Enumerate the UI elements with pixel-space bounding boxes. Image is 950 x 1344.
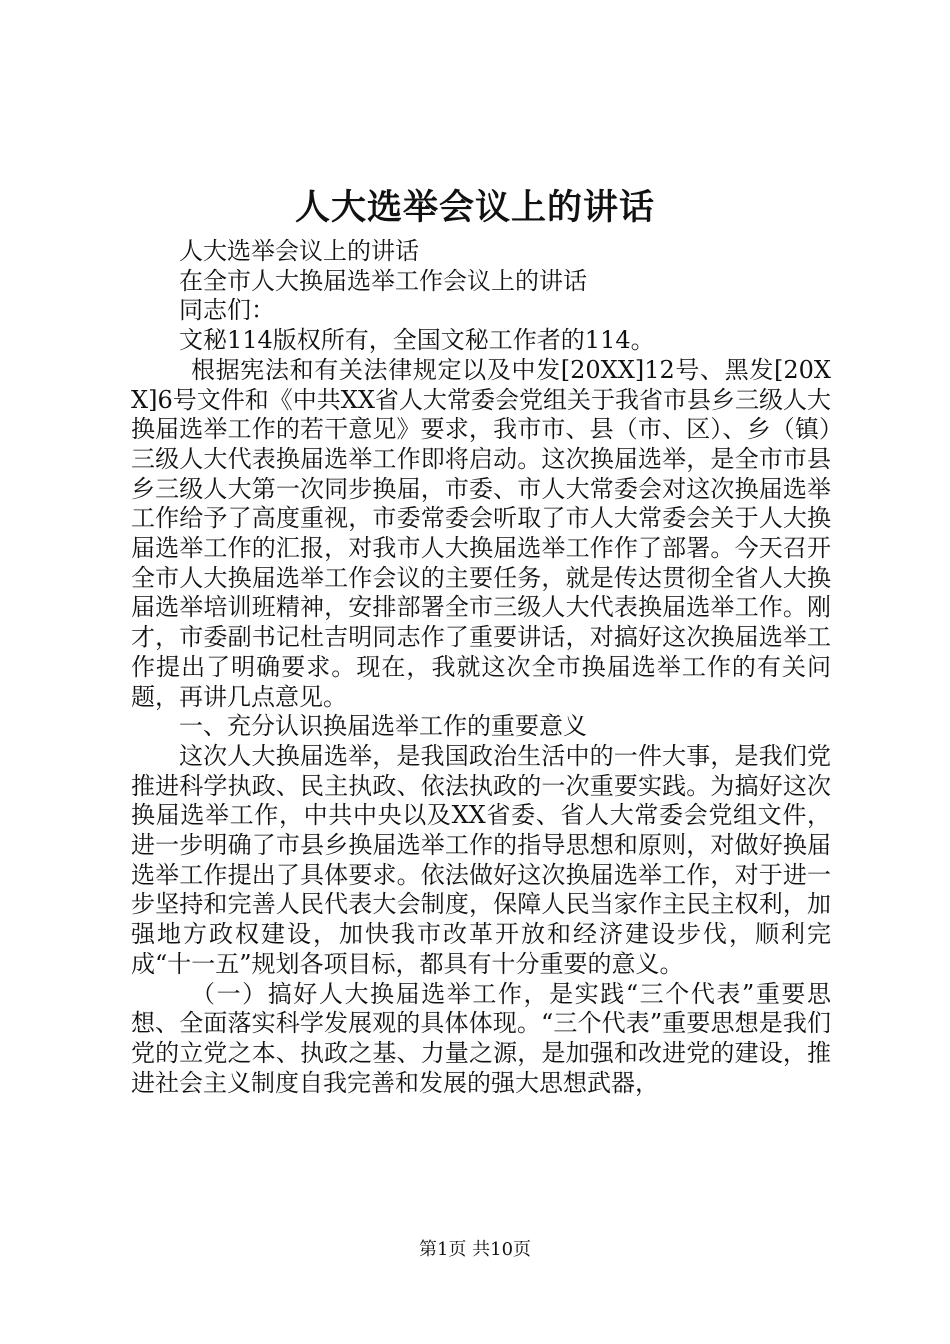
paragraph-significance: 这次人大换届选举，是我国政治生活中的一件大事，是我们党推进科学执政、民主执政、依法执政的一次重要实践。为搞好这次换届选举工作，中共中央以及XX省委、省人大常委会党组文件，进一步明确了市县乡换届选举工作的指导思想和原则，对做好换届选举工作提出了具体要求。依法做好这次换届选举工作，对于进一步坚持和完善人民代表大会制度，保障人民当家作主民主权利，加强地方政权建设，加快我市改革开放和经济建设步伐，顺利完成“十一五”规划各项目标，都具有十分重要的意义。 bbox=[131, 741, 831, 978]
paragraph-salutation: 同志们： bbox=[179, 296, 275, 325]
paragraph-meeting-title: 在全市人大换届选举工作会议上的讲话 bbox=[179, 266, 587, 295]
paragraph-copyright-note: 文秘114版权所有，全国文秘工作者的114。 bbox=[179, 326, 655, 355]
section-heading-1: 一、充分认识换届选举工作的重要意义 bbox=[179, 712, 587, 741]
paragraph-point-1: （一）搞好人大换届选举工作，是实践“三个代表”重要思想、全面落实科学发展观的具体体现。“三个代表”重要思想是我们党的立党之本、执政之基、力量之源，是加强和改进党的建设，推进社会主义制度自我完善和发展的强大思想武器， bbox=[131, 979, 831, 1097]
paragraph-intro: 根据宪法和有关法律规定以及中发[20XX]12号、黑发[20XX]6号文件和《中共XX省人大常委会党组关于我省市县乡三级人大换届选举工作的若干意见》要求，我市市、县（市、区）、乡（镇）三级人大代表换届选举工作即将启动。这次换届选举，是全市市县乡三级人大第一次同步换届，市委、市人大常委会对这次换届选举工作给予了高度重视，市委常委会听取了市人大常委会关于人大换届选举工作的汇报，对我市人大换届选举工作作了部署。今天召开全市人大换届选举工作会议的主要任务，就是传达贯彻全省人大换届选举培训班精神，安排部署全市三级人大代表换届选举工作。刚才，市委副书记杜吉明同志作了重要讲话，对搞好这次换届选举工作提出了明确要求。现在，我就这次全市换届选举工作的有关问题，再讲几点意见。 bbox=[131, 355, 831, 711]
page-footer: 第1页 共10页 bbox=[418, 1239, 532, 1260]
document-title: 人大选举会议上的讲话 bbox=[294, 187, 655, 228]
document-body bbox=[131, 237, 831, 1098]
paragraph-subtitle: 人大选举会议上的讲话 bbox=[179, 237, 419, 265]
